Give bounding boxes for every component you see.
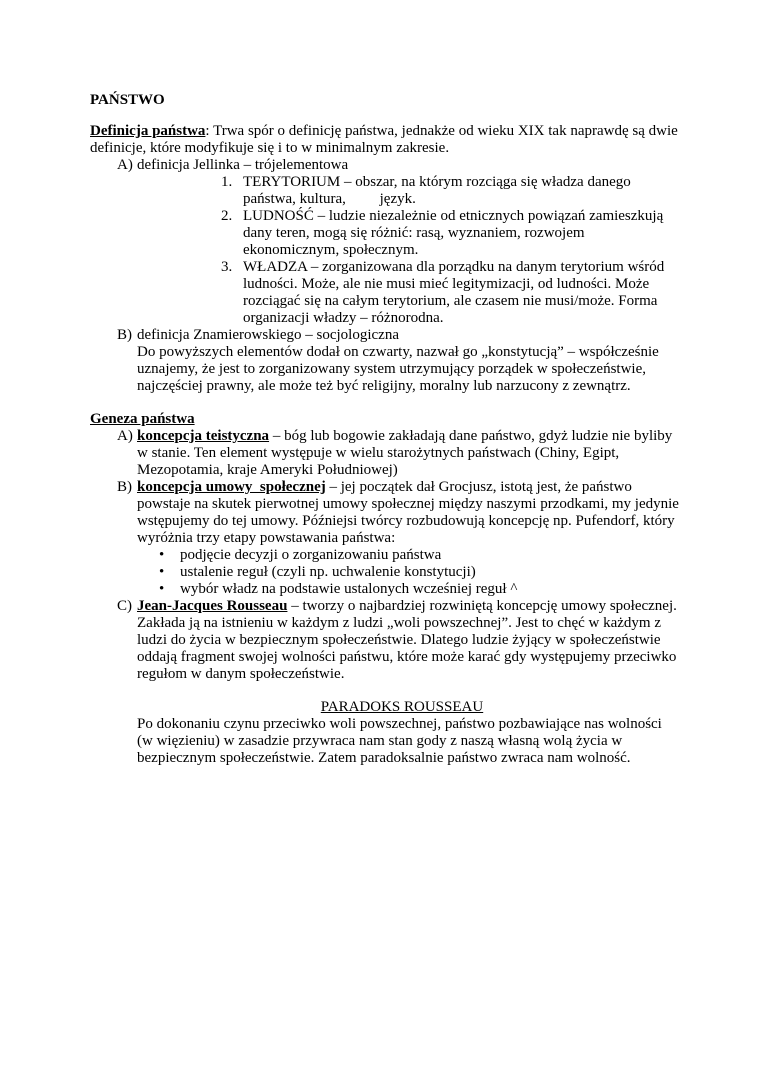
definition-heading: Definicja państwa (90, 123, 206, 139)
genesis-b-label: B) (117, 479, 132, 495)
definition-intro-text: : Trwa spór o definicję państwa, jednakże od wieku XIX tak naprawdę są dwie definicje, które modyfikuje się i to w minimalnym zakresie. (90, 123, 678, 156)
paradox-text: Po dokonaniu czynu przeciwko woli powszechnej, państwo pozbawiające nas wolności (w więzieniu) w zasadzie przywraca nam stan gody z naszą własną wolą życia w bezpiecznym społeczeństwie. Zatem paradoksalnie państwo zwraca nam wolność. (137, 716, 662, 766)
definition-a-text: definicja Jellinka – trójelementowa (137, 157, 349, 173)
definition-b-label: B) (117, 327, 132, 343)
stage-item (90, 581, 680, 598)
genesis-heading: Geneza państwa (90, 411, 195, 427)
genesis-b-term: koncepcja umowy społecznej (137, 479, 326, 495)
stage-item (90, 564, 680, 581)
genesis-b-text: – jej początek dał Grocjusz, istotą jest, że państwo powstaje na skutek pierwotnej umowy społecznej między naszymi przodkami, my jedynie wstępujemy do tej umowy. Późniejsi twórcy rozbudowują koncepcję np. Pufendorf, który wyróżnia trzy etapy powstawania państwa: (137, 479, 679, 546)
genesis-a (90, 428, 680, 479)
element-number: 2. (221, 208, 233, 224)
stage-text: podjęcie decyzji o zorganizowaniu państwa (180, 547, 442, 563)
definition-b-body: Do powyższych elementów dodał on czwarty, nazwał go „konstytucją” – współcześnie uznajemy, że jest to zorganizowany system utrzymujący porządek w społeczeństwie, najczęściej prawny, ale może też być religijny, moralny lub narzucony z zewnątrz. (137, 344, 659, 394)
element-number: 3. (221, 259, 233, 275)
bullet-icon: • (159, 547, 165, 563)
stage-item (90, 547, 680, 564)
definition-intro (90, 123, 680, 157)
genesis-c-text: – tworzy o najbardziej rozwiniętą koncepcję umowy społecznej. Zakłada ją na istnieniu w każdym z ludzi „woli powszechnej”. Jest to chęć w każdym z ludzi do życia w bezpiecznym społeczeństwie. Dlatego ludzie żyjący w społeczeństwie oddają fragment swojej wolności państwu, które może karać gdy występujemy przeciwko regułom w danym społeczeństwie. (137, 598, 677, 682)
genesis-a-term: koncepcja teistyczna (137, 428, 270, 444)
document-title: PAŃSTWO (90, 92, 165, 108)
element-item (90, 208, 680, 259)
definition-b-text: definicja Znamierowskiego – socjologiczna (137, 327, 399, 343)
element-item (90, 174, 680, 208)
genesis-b (90, 479, 680, 547)
element-item (90, 259, 680, 327)
definition-a (90, 157, 680, 174)
element-number: 1. (221, 174, 233, 190)
genesis-a-label: A) (117, 428, 133, 444)
stage-text: ustalenie reguł (czyli np. uchwalenie konstytucji) (180, 564, 476, 580)
definition-b (90, 327, 680, 344)
genesis-c-term: Jean-Jacques Rousseau (137, 598, 288, 614)
document-page (90, 92, 680, 767)
bullet-icon: • (159, 581, 165, 597)
genesis-c-label: C) (117, 598, 132, 614)
element-text: TERYTORIUM – obszar, na którym rozciąga się władza danego państwa, kultura, język. (243, 174, 635, 207)
definition-a-label: A) (117, 157, 133, 173)
bullet-icon: • (159, 564, 165, 580)
element-text: WŁADZA – zorganizowana dla porządku na danym terytorium wśród ludności. Może, ale nie musi mieć legitymizacji, od ludności. Może rozciągać się na całym terytorium, ale czasem nie musi/może. Forma organizacji władzy – różnorodna. (243, 259, 665, 326)
genesis-a-text: – bóg lub bogowie zakładają dane państwo, gdyż ludzie nie byliby w stanie. Ten element występuje w wielu starożytnych państwach (Chiny, Egipt, Mezopotamia, kraje Ameryki Południowej) (137, 428, 673, 478)
paradox-title: PARADOKS ROUSSEAU (320, 699, 484, 715)
genesis-c (90, 598, 680, 683)
element-text: LUDNOŚĆ – ludzie niezależnie od etnicznych powiązań zamieszkują dany teren, mogą się różnić: rasą, wyznaniem, rozwojem ekonomicznym, społecznym. (243, 208, 664, 258)
stage-text: wybór władz na podstawie ustalonych wcześniej reguł ^ (180, 581, 518, 597)
